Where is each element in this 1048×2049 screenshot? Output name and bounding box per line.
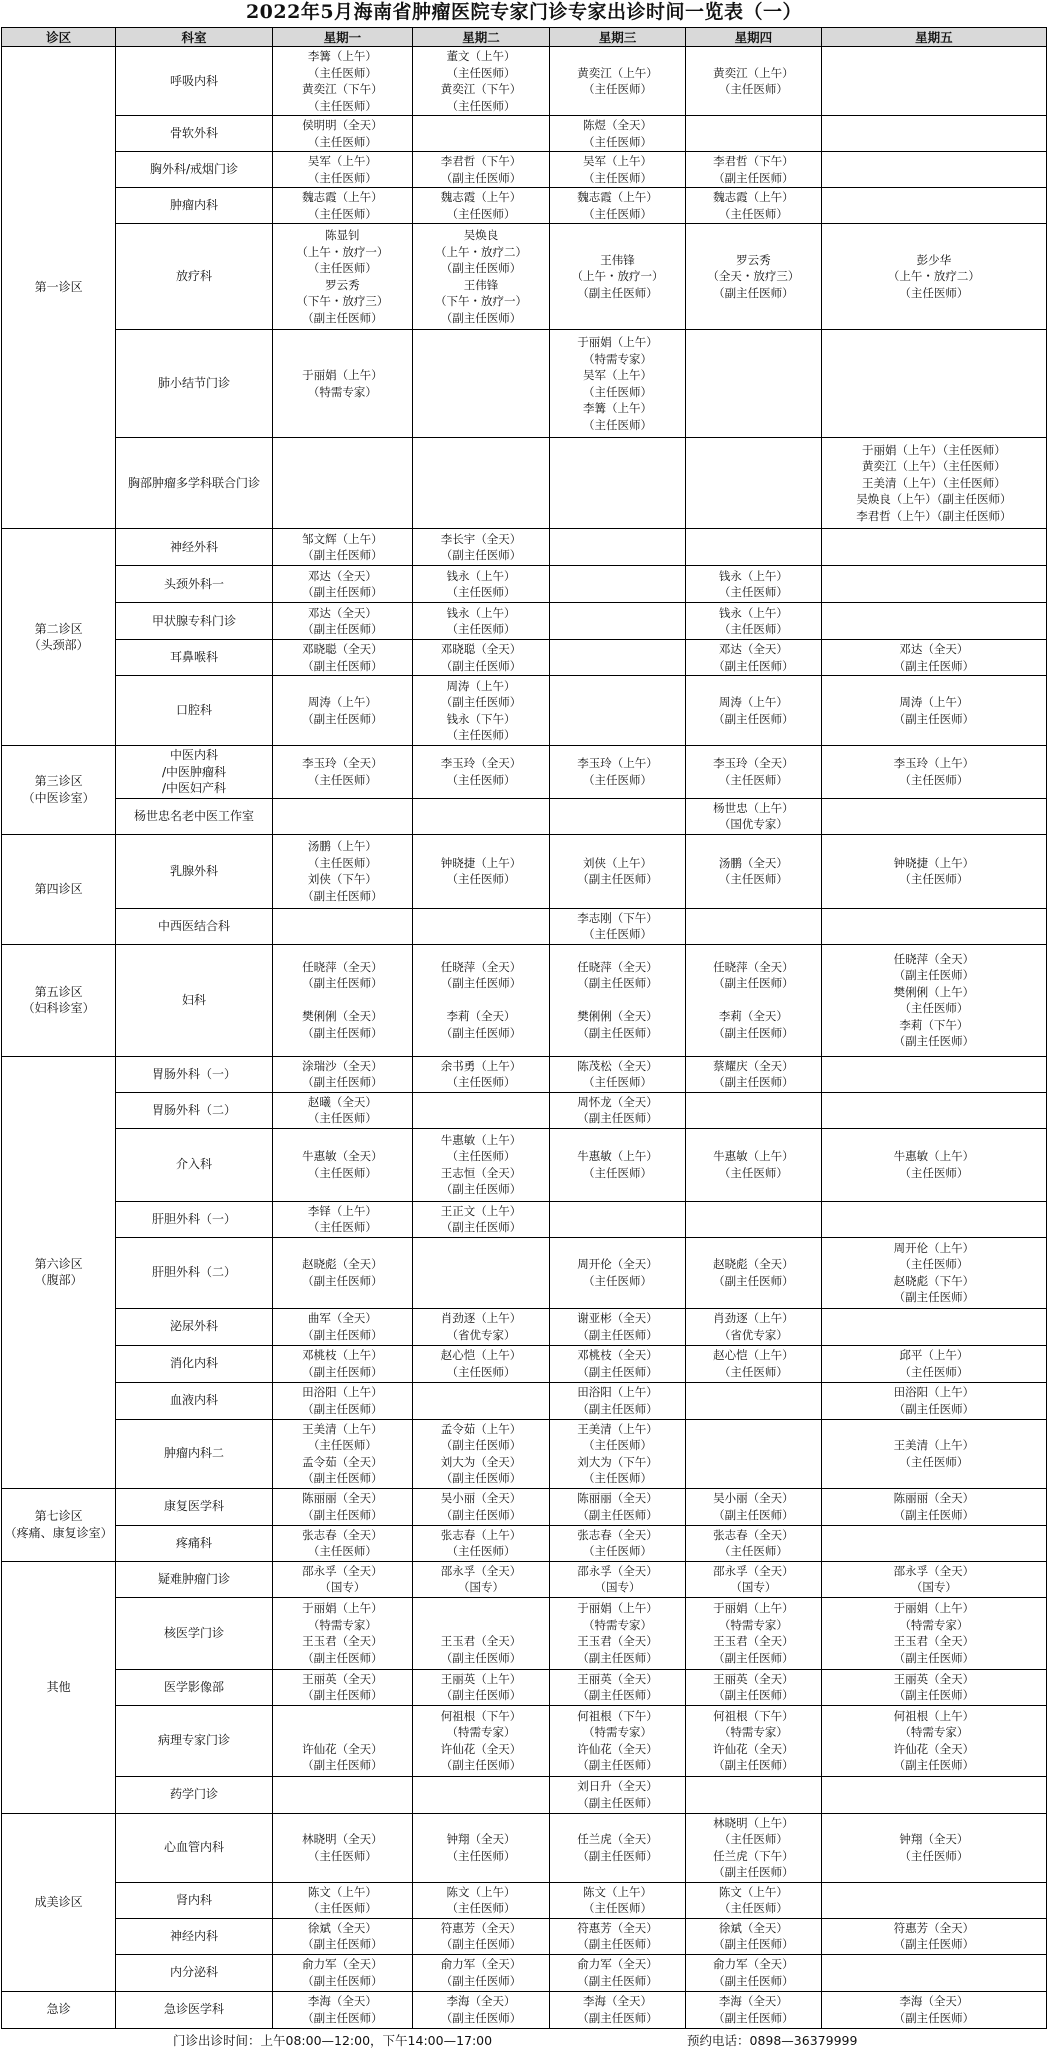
- table-row: [2, 566, 1047, 603]
- schedule-cell: 钱永（上午） （主任医师）: [413, 603, 550, 640]
- column-header: 星期五: [821, 28, 1046, 47]
- schedule-cell: 汤鹏（上午） （主任医师） 刘侠（下午） （副主任医师）: [272, 834, 412, 908]
- table-row: [2, 640, 1047, 676]
- schedule-cell: 牛惠敏（上午） （主任医师） 王志恒（全天） （副主任医师）: [413, 1128, 550, 1201]
- schedule-cell: 赵心恺（上午） （主任医师）: [413, 1345, 550, 1382]
- schedule-table: [1, 27, 1047, 2029]
- department-cell: 神经外科: [116, 529, 273, 566]
- schedule-cell: 李玉玲（上午） （主任医师）: [550, 746, 686, 799]
- department-cell: 肿瘤内科二: [116, 1419, 273, 1488]
- schedule-cell: 李海（全天） （副主任医师）: [821, 1991, 1046, 2028]
- schedule-cell: 王丽英（全天） （副主任医师）: [821, 1669, 1046, 1705]
- department-cell: 疼痛科: [116, 1525, 273, 1561]
- zone-cell: 其他: [2, 1561, 116, 1813]
- schedule-cell: 林晓明（上午） （主任医师） 任兰虎（下午） （副主任医师）: [685, 1813, 821, 1882]
- column-header: 星期三: [550, 28, 686, 47]
- schedule-cell: 吴小丽（全天） （副主任医师）: [685, 1488, 821, 1525]
- zone-cell: 成美诊区: [2, 1813, 116, 1991]
- schedule-cell: 符惠芳（全天） （副主任医师）: [413, 1918, 550, 1954]
- schedule-cell: [821, 529, 1046, 566]
- schedule-cell: 彭少华 （上午・放疗二） （主任医师）: [821, 224, 1046, 330]
- schedule-cell: [413, 1776, 550, 1813]
- schedule-cell: 李海（全天） （副主任医师）: [685, 1991, 821, 2028]
- schedule-cell: 邓达（全天） （副主任医师）: [272, 566, 412, 603]
- department-cell: 耳鼻喉科: [116, 640, 273, 676]
- schedule-cell: [685, 116, 821, 152]
- column-header: 星期四: [685, 28, 821, 47]
- schedule-cell: [685, 1092, 821, 1128]
- schedule-cell: 于丽娟（上午） （特需专家） 王玉君（全天） （副主任医师）: [821, 1597, 1046, 1669]
- zone-cell: 第一诊区: [2, 47, 116, 529]
- header-row: [2, 28, 1047, 47]
- schedule-cell: 侯明明（全天） （主任医师）: [272, 116, 412, 152]
- schedule-cell: [685, 1419, 821, 1488]
- zone-cell: 第四诊区: [2, 834, 116, 944]
- schedule-cell: 陈丽丽（全天） （副主任医师）: [550, 1488, 686, 1525]
- department-cell: 头颈外科一: [116, 566, 273, 603]
- department-cell: 康复医学科: [116, 1488, 273, 1525]
- schedule-cell: 魏志霞（上午） （主任医师）: [413, 188, 550, 224]
- schedule-cell: 王丽英（全天） （副主任医师）: [550, 1669, 686, 1705]
- schedule-cell: 徐斌（全天） （副主任医师）: [685, 1918, 821, 1954]
- schedule-cell: 牛惠敏（上午） （主任医师）: [550, 1128, 686, 1201]
- schedule-cell: 周涛（上午） （副主任医师）: [821, 676, 1046, 746]
- table-row: [2, 1525, 1047, 1561]
- schedule-cell: [685, 1776, 821, 1813]
- department-cell: 心血管内科: [116, 1813, 273, 1882]
- table-row: [2, 1345, 1047, 1382]
- schedule-cell: 钟翔（全天） （主任医师）: [821, 1813, 1046, 1882]
- schedule-cell: 陈文（上午） （主任医师）: [413, 1882, 550, 1918]
- department-cell: 神经内科: [116, 1918, 273, 1954]
- table-row: [2, 1561, 1047, 1597]
- schedule-cell: 俞力军（全天） （副主任医师）: [413, 1954, 550, 1991]
- table-row: [2, 224, 1047, 330]
- schedule-cell: 王玉君（全天） （副主任医师）: [413, 1597, 550, 1669]
- schedule-cell: [413, 908, 550, 944]
- schedule-cell: 邓达（全天） （副主任医师）: [685, 640, 821, 676]
- schedule-cell: [821, 1525, 1046, 1561]
- schedule-cell: 魏志霞（上午） （主任医师）: [685, 188, 821, 224]
- schedule-cell: 于丽娟（上午） （特需专家） 吴军（上午） （主任医师） 李篝（上午） （主任医师）: [550, 330, 686, 438]
- schedule-cell: [550, 566, 686, 603]
- table-row: [2, 1918, 1047, 1954]
- schedule-cell: 李海（全天） （副主任医师）: [413, 1991, 550, 2028]
- schedule-cell: 黄奕江（上午） （主任医师）: [550, 47, 686, 116]
- schedule-cell: 于丽娟（上午） （特需专家） 王玉君（全天） （副主任医师）: [272, 1597, 412, 1669]
- schedule-cell: 何祖根（上午） （特需专家） 许仙花（全天） （副主任医师）: [821, 1705, 1046, 1776]
- department-cell: 妇科: [116, 944, 273, 1056]
- schedule-cell: 陈显钊 （上午・放疗一） （主任医师） 罗云秀 （下午・放疗三） （副主任医师）: [272, 224, 412, 330]
- table-row: [2, 798, 1047, 834]
- department-cell: 杨世忠名老中医工作室: [116, 798, 273, 834]
- schedule-cell: 李海（全天） （副主任医师）: [272, 1991, 412, 2028]
- table-row: [2, 1991, 1047, 2028]
- schedule-cell: 吴军（上午） （主任医师）: [272, 152, 412, 188]
- table-row: [2, 1092, 1047, 1128]
- schedule-cell: [413, 1382, 550, 1419]
- schedule-cell: 俞力军（全天） （副主任医师）: [685, 1954, 821, 1991]
- table-row: [2, 1056, 1047, 1092]
- schedule-cell: 王美清（上午） （主任医师） 刘大为（下午） （主任医师）: [550, 1419, 686, 1488]
- department-cell: 胸部肿瘤多学科联合门诊: [116, 438, 273, 529]
- department-cell: 胃肠外科（一）: [116, 1056, 273, 1092]
- table-row: [2, 1128, 1047, 1201]
- schedule-cell: 吴军（上午） （主任医师）: [550, 152, 686, 188]
- schedule-cell: 李玉玲（全天） （主任医师）: [272, 746, 412, 799]
- department-cell: 呼吸内科: [116, 47, 273, 116]
- department-cell: 核医学门诊: [116, 1597, 273, 1669]
- schedule-cell: 田浴阳（上午） （副主任医师）: [821, 1382, 1046, 1419]
- schedule-cell: 邓达（全天） （副主任医师）: [272, 603, 412, 640]
- schedule-cell: 王丽英（上午） （副主任医师）: [413, 1669, 550, 1705]
- schedule-cell: 任晓萍（全天） （副主任医师） 李莉（全天） （副主任医师）: [685, 944, 821, 1056]
- schedule-cell: 曲军（全天） （副主任医师）: [272, 1308, 412, 1345]
- zone-cell: 第二诊区 （头颈部）: [2, 529, 116, 746]
- table-row: [2, 1201, 1047, 1237]
- schedule-cell: 王丽英（全天） （副主任医师）: [272, 1669, 412, 1705]
- schedule-cell: [821, 908, 1046, 944]
- schedule-cell: 黄奕江（上午） （主任医师）: [685, 47, 821, 116]
- schedule-cell: 李玉玲（全天） （主任医师）: [413, 746, 550, 799]
- appointment-phone: 预约电话：0898—36379999: [687, 2033, 858, 2048]
- department-cell: 血液内科: [116, 1382, 273, 1419]
- table-row: [2, 1882, 1047, 1918]
- department-cell: 病理专家门诊: [116, 1705, 273, 1776]
- schedule-cell: [685, 1201, 821, 1237]
- table-row: [2, 1488, 1047, 1525]
- schedule-cell: 许仙花（全天） （副主任医师）: [272, 1705, 412, 1776]
- table-row: [2, 603, 1047, 640]
- schedule-cell: 周涛（上午） （副主任医师） 钱永（下午） （主任医师）: [413, 676, 550, 746]
- schedule-cell: 李君哲（下午） （副主任医师）: [685, 152, 821, 188]
- schedule-cell: 邓达（全天） （副主任医师）: [821, 640, 1046, 676]
- department-cell: 内分泌科: [116, 1954, 273, 1991]
- department-cell: 疑难肿瘤门诊: [116, 1561, 273, 1597]
- zone-cell: 第五诊区 （妇科诊室）: [2, 944, 116, 1056]
- schedule-cell: 李铎（上午） （主任医师）: [272, 1201, 412, 1237]
- schedule-cell: [821, 1776, 1046, 1813]
- schedule-cell: 肖劲逐（上午） （省优专家）: [413, 1308, 550, 1345]
- schedule-cell: 张志春（上午） （主任医师）: [413, 1525, 550, 1561]
- schedule-cell: 田浴阳（上午） （副主任医师）: [550, 1382, 686, 1419]
- schedule-cell: 周怀龙（全天） （副主任医师）: [550, 1092, 686, 1128]
- schedule-cell: 田浴阳（上午） （副主任医师）: [272, 1382, 412, 1419]
- schedule-cell: 邵永孚（全天） （国专）: [413, 1561, 550, 1597]
- table-row: [2, 1419, 1047, 1488]
- schedule-cell: 于丽娟（上午）（主任医师） 黄奕江（上午）（主任医师） 王美清（上午）（主任医师） 吴焕良（上午）（副主任医师） 李君哲（上午）（副主任医师）: [821, 438, 1046, 529]
- schedule-cell: 牛惠敏（上午） （主任医师）: [821, 1128, 1046, 1201]
- table-row: [2, 152, 1047, 188]
- schedule-cell: 周开伦（全天） （主任医师）: [550, 1237, 686, 1308]
- schedule-cell: [821, 798, 1046, 834]
- table-row: [2, 908, 1047, 944]
- table-row: [2, 47, 1047, 116]
- zone-cell: 第七诊区 （疼痛、康复诊室）: [2, 1488, 116, 1561]
- schedule-cell: 李玉玲（上午） （主任医师）: [821, 746, 1046, 799]
- department-cell: 介入科: [116, 1128, 273, 1201]
- schedule-cell: 赵心恺（上午） （主任医师）: [685, 1345, 821, 1382]
- schedule-cell: 钟晓捷（上午） （主任医师）: [821, 834, 1046, 908]
- schedule-cell: 邵永孚（全天） （国专）: [821, 1561, 1046, 1597]
- schedule-cell: [821, 566, 1046, 603]
- schedule-cell: 邵永孚（全天） （国专）: [685, 1561, 821, 1597]
- page-title: 2022年5月海南省肿瘤医院专家门诊专家出诊时间一览表（一）: [245, 1, 803, 23]
- schedule-cell: 王正文（上午） （副主任医师）: [413, 1201, 550, 1237]
- column-header: 星期二: [413, 28, 550, 47]
- schedule-cell: [685, 438, 821, 529]
- department-cell: 放疗科: [116, 224, 273, 330]
- schedule-cell: [413, 1237, 550, 1308]
- schedule-body: [2, 47, 1047, 2029]
- schedule-cell: 汤鹏（全天） （主任医师）: [685, 834, 821, 908]
- table-row: [2, 1308, 1047, 1345]
- schedule-cell: 陈丽丽（全天） （副主任医师）: [272, 1488, 412, 1525]
- schedule-cell: 任晓萍（全天） （副主任医师） 樊俐俐（全天） （副主任医师）: [550, 944, 686, 1056]
- schedule-cell: 魏志霞（上午） （主任医师）: [550, 188, 686, 224]
- table-row: [2, 1705, 1047, 1776]
- schedule-cell: 陈文（上午） （主任医师）: [272, 1882, 412, 1918]
- schedule-cell: 任晓萍（全天） （副主任医师） 李莉（全天） （副主任医师）: [413, 944, 550, 1056]
- schedule-cell: [272, 1776, 412, 1813]
- schedule-cell: 陈茂松（全天） （主任医师）: [550, 1056, 686, 1092]
- schedule-cell: 张志春（全天） （主任医师）: [272, 1525, 412, 1561]
- schedule-cell: 邵永孚（全天） （国专）: [550, 1561, 686, 1597]
- schedule-cell: 罗云秀 （全天・放疗三） （副主任医师）: [685, 224, 821, 330]
- schedule-cell: 陈煜（全天） （主任医师）: [550, 116, 686, 152]
- schedule-cell: [272, 438, 412, 529]
- schedule-cell: 于丽娟（上午） （特需专家） 王玉君（全天） （副主任医师）: [685, 1597, 821, 1669]
- schedule-cell: 谢亚彬（全天） （副主任医师）: [550, 1308, 686, 1345]
- department-cell: 甲状腺专科门诊: [116, 603, 273, 640]
- table-row: [2, 1382, 1047, 1419]
- schedule-cell: 杨世忠（上午） （国优专家）: [685, 798, 821, 834]
- schedule-cell: 邱平（上午） （主任医师）: [821, 1345, 1046, 1382]
- schedule-cell: [821, 116, 1046, 152]
- schedule-cell: 李玉玲（全天） （主任医师）: [685, 746, 821, 799]
- zone-cell: 第三诊区 （中医诊室）: [2, 746, 116, 835]
- schedule-cell: 何祖根（下午） （特需专家） 许仙花（全天） （副主任医师）: [685, 1705, 821, 1776]
- schedule-cell: 钟翔（全天） （主任医师）: [413, 1813, 550, 1882]
- schedule-cell: 徐斌（全天） （副主任医师）: [272, 1918, 412, 1954]
- schedule-cell: [685, 529, 821, 566]
- schedule-cell: 李长宇（全天） （副主任医师）: [413, 529, 550, 566]
- schedule-cell: 钟晓捷（上午） （主任医师）: [413, 834, 550, 908]
- schedule-cell: 张志春（全天） （主任医师）: [550, 1525, 686, 1561]
- schedule-cell: 陈丽丽（全天） （副主任医师）: [821, 1488, 1046, 1525]
- schedule-cell: 任晓萍（全天） （副主任医师） 樊俐俐（上午） （主任医师） 李莉（下午） （副主任医师）: [821, 944, 1046, 1056]
- schedule-cell: 肖劲逐（上午） （省优专家）: [685, 1308, 821, 1345]
- department-cell: 乳腺外科: [116, 834, 273, 908]
- department-cell: 肾内科: [116, 1882, 273, 1918]
- schedule-cell: 赵曦（全天） （主任医师）: [272, 1092, 412, 1128]
- schedule-cell: 赵晓彪（全天） （副主任医师）: [272, 1237, 412, 1308]
- column-header: 科室: [116, 28, 273, 47]
- department-cell: 泌尿外科: [116, 1308, 273, 1345]
- schedule-cell: 孟令茹（上午） （副主任医师） 刘大为（全天） （副主任医师）: [413, 1419, 550, 1488]
- clinic-hours: 门诊出诊时间：上午08:00—12:00，下午14:00—17:00: [173, 2033, 493, 2048]
- department-cell: 中医内科 /中医肿瘤科 /中医妇产科: [116, 746, 273, 799]
- table-row: [2, 438, 1047, 529]
- schedule-cell: 钱永（上午） （主任医师）: [685, 566, 821, 603]
- schedule-cell: 邓桃枝（全天） （副主任医师）: [550, 1345, 686, 1382]
- schedule-cell: [550, 640, 686, 676]
- schedule-cell: 周涛（上午） （副主任医师）: [685, 676, 821, 746]
- schedule-cell: 邓晓聪（全天） （副主任医师）: [272, 640, 412, 676]
- schedule-cell: [821, 330, 1046, 438]
- schedule-cell: 邵永孚（全天） （国专）: [272, 1561, 412, 1597]
- department-cell: 口腔科: [116, 676, 273, 746]
- table-row: [2, 1954, 1047, 1991]
- schedule-cell: [821, 1201, 1046, 1237]
- department-cell: 医学影像部: [116, 1669, 273, 1705]
- schedule-cell: 蔡耀庆（全天） （副主任医师）: [685, 1056, 821, 1092]
- schedule-cell: [685, 908, 821, 944]
- schedule-cell: [685, 1382, 821, 1419]
- department-cell: 中西医结合科: [116, 908, 273, 944]
- schedule-cell: [413, 798, 550, 834]
- schedule-cell: 钱永（上午） （主任医师）: [413, 566, 550, 603]
- table-row: [2, 1237, 1047, 1308]
- schedule-cell: [685, 330, 821, 438]
- schedule-cell: 邓桃枝（上午） （副主任医师）: [272, 1345, 412, 1382]
- schedule-cell: 魏志霞（上午） （主任医师）: [272, 188, 412, 224]
- schedule-cell: [272, 798, 412, 834]
- department-cell: 肺小结节门诊: [116, 330, 273, 438]
- schedule-cell: 李篝（上午） （主任医师） 黄奕江（下午） （主任医师）: [272, 47, 412, 116]
- schedule-cell: 王美清（上午） （主任医师）: [821, 1419, 1046, 1488]
- department-cell: 胃肠外科（二）: [116, 1092, 273, 1128]
- schedule-cell: [550, 529, 686, 566]
- schedule-cell: 牛惠敏（上午） （主任医师）: [685, 1128, 821, 1201]
- column-header: 诊区: [2, 28, 116, 47]
- schedule-cell: [821, 152, 1046, 188]
- schedule-cell: [550, 676, 686, 746]
- schedule-cell: [550, 438, 686, 529]
- schedule-cell: 任兰虎（全天） （副主任医师）: [550, 1813, 686, 1882]
- department-cell: 肿瘤内科: [116, 188, 273, 224]
- department-cell: 药学门诊: [116, 1776, 273, 1813]
- schedule-cell: 陈文（上午） （主任医师）: [550, 1882, 686, 1918]
- schedule-cell: [821, 188, 1046, 224]
- schedule-cell: 邓晓聪（全天） （副主任医师）: [413, 640, 550, 676]
- department-cell: 急诊医学科: [116, 1991, 273, 2028]
- schedule-cell: [821, 1308, 1046, 1345]
- schedule-cell: 李海（全天） （副主任医师）: [550, 1991, 686, 2028]
- schedule-cell: 俞力军（全天） （副主任医师）: [550, 1954, 686, 1991]
- zone-cell: 第六诊区 （腹部）: [2, 1056, 116, 1488]
- schedule-cell: [821, 603, 1046, 640]
- schedule-cell: 林晓明（全天） （主任医师）: [272, 1813, 412, 1882]
- table-row: [2, 944, 1047, 1056]
- schedule-cell: 符惠芳（全天） （副主任医师）: [821, 1918, 1046, 1954]
- department-cell: 骨软外科: [116, 116, 273, 152]
- table-row: [2, 188, 1047, 224]
- schedule-cell: 李志刚（下午） （主任医师）: [550, 908, 686, 944]
- schedule-cell: 吴小丽（全天） （副主任医师）: [413, 1488, 550, 1525]
- schedule-cell: 赵晓彪（全天） （副主任医师）: [685, 1237, 821, 1308]
- table-row: [2, 834, 1047, 908]
- schedule-cell: [821, 47, 1046, 116]
- schedule-cell: [821, 1882, 1046, 1918]
- table-row: [2, 529, 1047, 566]
- schedule-cell: [413, 330, 550, 438]
- zone-cell: 急诊: [2, 1991, 116, 2028]
- schedule-cell: 余书勇（上午） （主任医师）: [413, 1056, 550, 1092]
- schedule-cell: 符惠芳（全天） （副主任医师）: [550, 1918, 686, 1954]
- table-row: [2, 330, 1047, 438]
- schedule-cell: [550, 798, 686, 834]
- schedule-cell: 俞力军（全天） （副主任医师）: [272, 1954, 412, 1991]
- schedule-cell: 邹文辉（上午） （副主任医师）: [272, 529, 412, 566]
- schedule-cell: 王丽英（全天） （副主任医师）: [685, 1669, 821, 1705]
- schedule-cell: 董文（上午） （主任医师） 黄奕江（下午） （主任医师）: [413, 47, 550, 116]
- footer: [0, 2030, 1048, 2048]
- schedule-cell: 何祖根（下午） （特需专家） 许仙花（全天） （副主任医师）: [550, 1705, 686, 1776]
- schedule-cell: 张志春（全天） （主任医师）: [685, 1525, 821, 1561]
- schedule-cell: 周涛（上午） （副主任医师）: [272, 676, 412, 746]
- schedule-cell: 任晓萍（全天） （副主任医师） 樊俐俐（全天） （副主任医师）: [272, 944, 412, 1056]
- schedule-cell: 刘日升（全天） （副主任医师）: [550, 1776, 686, 1813]
- table-row: [2, 746, 1047, 799]
- table-row: [2, 1669, 1047, 1705]
- schedule-cell: 于丽娟（上午） （特需专家）: [272, 330, 412, 438]
- schedule-cell: [821, 1954, 1046, 1991]
- department-cell: 消化内科: [116, 1345, 273, 1382]
- schedule-cell: 刘侠（上午） （副主任医师）: [550, 834, 686, 908]
- table-row: [2, 1813, 1047, 1882]
- schedule-cell: [272, 908, 412, 944]
- department-cell: 胸外科/戒烟门诊: [116, 152, 273, 188]
- schedule-cell: 何祖根（下午） （特需专家） 许仙花（全天） （副主任医师）: [413, 1705, 550, 1776]
- department-cell: 肝胆外科（一）: [116, 1201, 273, 1237]
- schedule-cell: 涂瑞沙（全天） （副主任医师）: [272, 1056, 412, 1092]
- schedule-cell: [821, 1056, 1046, 1092]
- schedule-cell: [413, 438, 550, 529]
- schedule-cell: 牛惠敏（全天） （主任医师）: [272, 1128, 412, 1201]
- table-row: [2, 676, 1047, 746]
- schedule-cell: [550, 1201, 686, 1237]
- department-cell: 肝胆外科（二）: [116, 1237, 273, 1308]
- table-row: [2, 1776, 1047, 1813]
- table-row: [2, 116, 1047, 152]
- schedule-cell: 周开伦（上午） （主任医师） 赵晓彪（下午） （副主任医师）: [821, 1237, 1046, 1308]
- column-header: 星期一: [272, 28, 412, 47]
- schedule-cell: [413, 1092, 550, 1128]
- schedule-cell: 李君哲（下午） （副主任医师）: [413, 152, 550, 188]
- schedule-cell: 吴焕良 （上午・放疗二） （副主任医师） 王伟锋 （下午・放疗一） （副主任医师）: [413, 224, 550, 330]
- schedule-cell: [821, 1092, 1046, 1128]
- schedule-cell: 钱永（上午） （主任医师）: [685, 603, 821, 640]
- schedule-cell: 陈文（上午） （主任医师）: [685, 1882, 821, 1918]
- table-row: [2, 1597, 1047, 1669]
- schedule-cell: 王美清（上午） （主任医师） 孟令茹（全天） （副主任医师）: [272, 1419, 412, 1488]
- schedule-cell: [413, 116, 550, 152]
- schedule-cell: 王伟锋 （上午・放疗一） （副主任医师）: [550, 224, 686, 330]
- schedule-cell: 于丽娟（上午） （特需专家） 王玉君（全天） （副主任医师）: [550, 1597, 686, 1669]
- schedule-cell: [550, 603, 686, 640]
